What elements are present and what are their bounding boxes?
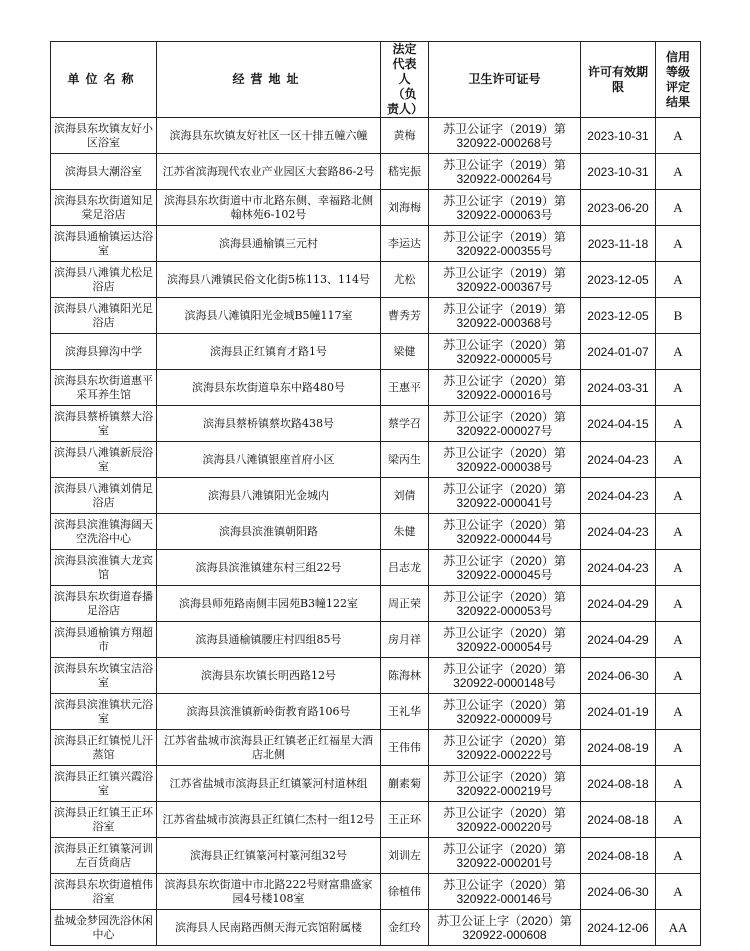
legal-representative-cell: 王伟伟 — [381, 730, 429, 766]
legal-representative-cell: 吕志龙 — [381, 550, 429, 586]
address-cell: 滨海县八滩镇银座首府小区 — [157, 442, 381, 478]
table-row — [51, 442, 701, 478]
legal-representative-cell: 刘海梅 — [381, 190, 429, 226]
legal-representative-cell: 蔡学召 — [381, 406, 429, 442]
expiry-date-cell: 2023-12-05 — [581, 262, 656, 298]
credit-rating-cell: A — [656, 658, 701, 694]
legal-representative-cell: 陈海林 — [381, 658, 429, 694]
unit-name-cell: 滨海县八滩镇刘倩足浴店 — [51, 478, 157, 514]
license-number-cell: 苏卫公证字（2020）第320922-000038号 — [429, 442, 581, 478]
table-row — [51, 766, 701, 802]
legal-representative-cell: 黄梅 — [381, 118, 429, 154]
credit-rating-cell: A — [656, 118, 701, 154]
address-cell: 滨海县东坎镇友好社区一区十排五幢六幢 — [157, 118, 381, 154]
legal-representative-cell: 刘倩 — [381, 478, 429, 514]
legal-representative-cell: 蒯素菊 — [381, 766, 429, 802]
table-row — [51, 118, 701, 154]
legal-representative-cell: 梁健 — [381, 334, 429, 370]
credit-rating-cell: A — [656, 874, 701, 910]
license-number-cell: 苏卫公证字（2020）第320922-000027号 — [429, 406, 581, 442]
credit-rating-cell: A — [656, 154, 701, 190]
expiry-date-cell: 2024-08-18 — [581, 766, 656, 802]
address-cell: 滨海县东坎街道阜东中路480号 — [157, 370, 381, 406]
legal-representative-cell: 徐植伟 — [381, 874, 429, 910]
address-cell: 滨海县东坎镇长明西路12号 — [157, 658, 381, 694]
unit-name-cell: 滨海县正红镇篆河训左百货商店 — [51, 838, 157, 874]
expiry-date-cell: 2024-08-19 — [581, 730, 656, 766]
credit-rating-cell: A — [656, 226, 701, 262]
license-number-cell: 苏卫公证字（2020）第320922-000044号 — [429, 514, 581, 550]
address-cell: 滨海县通榆镇腰庄村四组85号 — [157, 622, 381, 658]
address-cell: 江苏省滨海现代农业产业园区大套路86-2号 — [157, 154, 381, 190]
header-credit-rating: 信用等级评定结果 — [656, 42, 701, 118]
license-number-cell: 苏卫公证字（2019）第320922-000367号 — [429, 262, 581, 298]
legal-representative-cell: 梁丙生 — [381, 442, 429, 478]
address-cell: 滨海县八滩镇阳光金城B5幢117室 — [157, 298, 381, 334]
unit-name-cell: 滨海县獐沟中学 — [51, 334, 157, 370]
license-number-cell: 苏卫公证字（2019）第320922-000368号 — [429, 298, 581, 334]
address-cell: 江苏省盐城市滨海县正红镇篆河村道林组 — [157, 766, 381, 802]
table-row — [51, 910, 701, 946]
credit-rating-cell: A — [656, 370, 701, 406]
legal-representative-cell: 房月祥 — [381, 622, 429, 658]
license-number-cell: 苏卫公证字（2020）第320922-000005号 — [429, 334, 581, 370]
expiry-date-cell: 2023-10-31 — [581, 118, 656, 154]
unit-name-cell: 滨海县东坎镇宝洁浴室 — [51, 658, 157, 694]
address-cell: 滨海县通榆镇三元村 — [157, 226, 381, 262]
unit-name-cell: 滨海县东坎街道知足棠足浴店 — [51, 190, 157, 226]
license-number-cell: 苏卫公证字（2020）第320922-000045号 — [429, 550, 581, 586]
unit-name-cell: 滨海县通榆镇运达浴室 — [51, 226, 157, 262]
credit-rating-cell: A — [656, 694, 701, 730]
license-number-cell: 苏卫公证字（2019）第320922-000268号 — [429, 118, 581, 154]
expiry-date-cell: 2024-06-30 — [581, 874, 656, 910]
table-row — [51, 586, 701, 622]
legal-representative-cell: 王惠平 — [381, 370, 429, 406]
expiry-date-cell: 2024-04-29 — [581, 586, 656, 622]
legal-representative-cell: 嵇宪振 — [381, 154, 429, 190]
credit-rating-cell: B — [656, 298, 701, 334]
expiry-date-cell: 2024-01-07 — [581, 334, 656, 370]
credit-rating-cell: A — [656, 802, 701, 838]
table-row — [51, 514, 701, 550]
credit-rating-cell: A — [656, 766, 701, 802]
unit-name-cell: 滨海县通榆镇方翔超市 — [51, 622, 157, 658]
legal-representative-cell: 朱健 — [381, 514, 429, 550]
expiry-date-cell: 2024-12-06 — [581, 910, 656, 946]
expiry-date-cell: 2024-01-19 — [581, 694, 656, 730]
credit-rating-cell: A — [656, 406, 701, 442]
license-number-cell: 苏卫公证字（2020）第320922-0000148号 — [429, 658, 581, 694]
license-number-cell: 苏卫公证字（2020）第320922-000219号 — [429, 766, 581, 802]
expiry-date-cell: 2023-06-20 — [581, 190, 656, 226]
address-cell: 滨海县滨淮镇建东村三组22号 — [157, 550, 381, 586]
license-number-cell: 苏卫公证上字（2020）第320922-000608 — [429, 910, 581, 946]
unit-name-cell: 滨海县正红镇悦儿汗蒸馆 — [51, 730, 157, 766]
license-number-cell: 苏卫公证字（2020）第320922-000041号 — [429, 478, 581, 514]
license-number-cell: 苏卫公证字（2019）第320922-000355号 — [429, 226, 581, 262]
expiry-date-cell: 2024-04-23 — [581, 478, 656, 514]
unit-name-cell: 滨海县八滩镇尤松足浴店 — [51, 262, 157, 298]
unit-name-cell: 盐城金梦园洗浴休闲中心 — [51, 910, 157, 946]
table-row — [51, 622, 701, 658]
table-row — [51, 370, 701, 406]
expiry-date-cell: 2024-08-18 — [581, 838, 656, 874]
credit-rating-cell: A — [656, 442, 701, 478]
address-cell: 滨海县正红镇育才路1号 — [157, 334, 381, 370]
address-cell: 滨海县八滩镇阳光金城内 — [157, 478, 381, 514]
header-expiry: 许可有效期限 — [581, 42, 656, 118]
table-row — [51, 190, 701, 226]
table-row — [51, 802, 701, 838]
unit-name-cell: 滨海县滨淮镇大龙宾馆 — [51, 550, 157, 586]
address-cell: 滨海县蔡桥镇蔡坎路438号 — [157, 406, 381, 442]
expiry-date-cell: 2023-12-05 — [581, 298, 656, 334]
legal-representative-cell: 金红玲 — [381, 910, 429, 946]
expiry-date-cell: 2024-04-23 — [581, 442, 656, 478]
license-number-cell: 苏卫公证字（2019）第320922-000264号 — [429, 154, 581, 190]
hygiene-license-table — [50, 41, 701, 946]
table-row — [51, 226, 701, 262]
address-cell: 江苏省盐城市滨海县正红镇老正红福星大酒店北侧 — [157, 730, 381, 766]
address-cell: 滨海县滨淮镇新岭街教育路106号 — [157, 694, 381, 730]
expiry-date-cell: 2024-06-30 — [581, 658, 656, 694]
table-body — [51, 118, 701, 946]
credit-rating-cell: AA — [656, 910, 701, 946]
legal-representative-cell: 李运达 — [381, 226, 429, 262]
unit-name-cell: 滨海县蔡桥镇蔡大浴室 — [51, 406, 157, 442]
table-row — [51, 694, 701, 730]
unit-name-cell: 滨海县东坎街道春播足浴店 — [51, 586, 157, 622]
header-address: 经营地址 — [157, 42, 381, 118]
credit-rating-cell: A — [656, 730, 701, 766]
license-number-cell: 苏卫公证字（2020）第320922-000053号 — [429, 586, 581, 622]
credit-rating-cell: A — [656, 478, 701, 514]
legal-representative-cell: 周正荣 — [381, 586, 429, 622]
table-row — [51, 334, 701, 370]
address-cell: 滨海县滨淮镇朝阳路 — [157, 514, 381, 550]
table-row — [51, 838, 701, 874]
table-header-row — [51, 42, 701, 118]
address-cell: 滨海县东坎街道中市北路222号财富鼎盛家园4号楼108室 — [157, 874, 381, 910]
legal-representative-cell: 王正环 — [381, 802, 429, 838]
unit-name-cell: 滨海县滨淮镇海阔天空洗浴中心 — [51, 514, 157, 550]
license-table-container — [50, 41, 700, 946]
credit-rating-cell: A — [656, 190, 701, 226]
unit-name-cell: 滨海县正红镇兴霞浴室 — [51, 766, 157, 802]
expiry-date-cell: 2024-04-23 — [581, 514, 656, 550]
address-cell: 滨海县东坎街道中市北路东侧、幸福路北侧翰林苑6-102号 — [157, 190, 381, 226]
credit-rating-cell: A — [656, 334, 701, 370]
expiry-date-cell: 2024-03-31 — [581, 370, 656, 406]
address-cell: 滨海县人民南路西侧天海元宾馆附属楼 — [157, 910, 381, 946]
table-row — [51, 406, 701, 442]
address-cell: 滨海县师苑路南侧丰园苑B3幢122室 — [157, 586, 381, 622]
table-row — [51, 730, 701, 766]
license-number-cell: 苏卫公证字（2020）第320922-000201号 — [429, 838, 581, 874]
legal-representative-cell: 曹秀芳 — [381, 298, 429, 334]
unit-name-cell: 滨海县东坎街道惠平采耳养生馆 — [51, 370, 157, 406]
address-cell: 滨海县八滩镇民俗文化街5栋113、114号 — [157, 262, 381, 298]
unit-name-cell: 滨海县八滩镇阳光足浴店 — [51, 298, 157, 334]
unit-name-cell: 滨海县东坎街道植伟浴室 — [51, 874, 157, 910]
unit-name-cell: 滨海县大潮浴室 — [51, 154, 157, 190]
credit-rating-cell: A — [656, 262, 701, 298]
expiry-date-cell: 2024-04-23 — [581, 550, 656, 586]
table-row — [51, 874, 701, 910]
header-legal-representative: 法定代表人（负责人） — [381, 42, 429, 118]
expiry-date-cell: 2024-08-18 — [581, 802, 656, 838]
unit-name-cell: 滨海县八滩镇新辰浴室 — [51, 442, 157, 478]
license-number-cell: 苏卫公证字（2019）第320922-000063号 — [429, 190, 581, 226]
credit-rating-cell: A — [656, 514, 701, 550]
expiry-date-cell: 2024-04-29 — [581, 622, 656, 658]
legal-representative-cell: 尤松 — [381, 262, 429, 298]
table-row — [51, 550, 701, 586]
table-row — [51, 478, 701, 514]
unit-name-cell: 滨海县滨淮镇状元浴室 — [51, 694, 157, 730]
unit-name-cell: 滨海县东坎镇友好小区浴室 — [51, 118, 157, 154]
license-number-cell: 苏卫公证字（2020）第320922-000146号 — [429, 874, 581, 910]
expiry-date-cell: 2023-10-31 — [581, 154, 656, 190]
unit-name-cell: 滨海县正红镇王正环浴室 — [51, 802, 157, 838]
table-row — [51, 658, 701, 694]
header-name: 单位名称 — [51, 42, 157, 118]
license-number-cell: 苏卫公证字（2020）第320922-000054号 — [429, 622, 581, 658]
license-number-cell: 苏卫公证字（2020）第320922-000016号 — [429, 370, 581, 406]
table-row — [51, 154, 701, 190]
address-cell: 江苏省盐城市滨海县正红镇仁杰村一组12号 — [157, 802, 381, 838]
license-number-cell: 苏卫公证字（2020）第320922-000220号 — [429, 802, 581, 838]
header-license-number: 卫生许可证号 — [429, 42, 581, 118]
credit-rating-cell: A — [656, 622, 701, 658]
expiry-date-cell: 2023-11-18 — [581, 226, 656, 262]
credit-rating-cell: A — [656, 838, 701, 874]
legal-representative-cell: 王礼华 — [381, 694, 429, 730]
credit-rating-cell: A — [656, 586, 701, 622]
expiry-date-cell: 2024-04-15 — [581, 406, 656, 442]
table-row — [51, 262, 701, 298]
license-number-cell: 苏卫公证字（2020）第320922-000222号 — [429, 730, 581, 766]
legal-representative-cell: 刘训左 — [381, 838, 429, 874]
address-cell: 滨海县正红镇篆河村篆河组32号 — [157, 838, 381, 874]
credit-rating-cell: A — [656, 550, 701, 586]
table-row — [51, 298, 701, 334]
license-number-cell: 苏卫公证字（2020）第320922-000009号 — [429, 694, 581, 730]
